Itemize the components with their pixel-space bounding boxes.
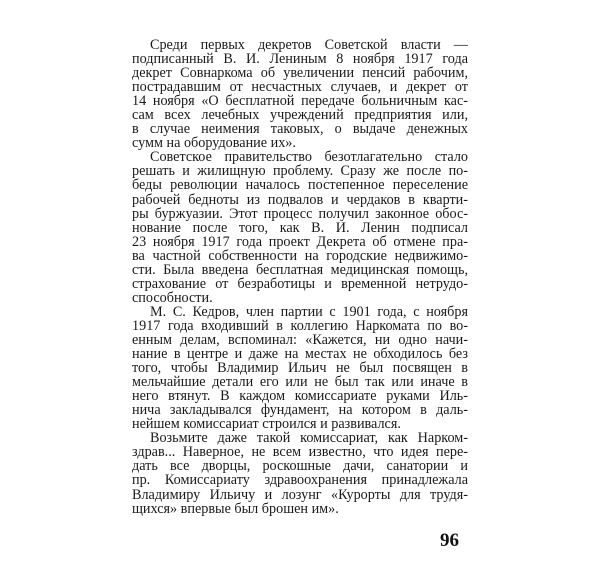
paragraph — [132, 305, 468, 431]
text-line: нича закладывался фундамент, на котором в даль- — [132, 402, 468, 419]
text-line: здрав... Наверное, не всем известно, что идея пере- — [132, 444, 468, 461]
text-line: сумм на оборудование их». — [132, 135, 296, 152]
text-line: того, чтобы Владимир Ильич не был посвящен в — [132, 360, 468, 377]
text-line: 14 ноября «О бесплатной передаче больничным кас- — [132, 93, 468, 110]
text-line: нование после того, как В. И. Ленин подписал — [132, 219, 468, 236]
text-line: способности. — [132, 289, 213, 306]
text-line: пострадавшим от несчастных случаев, и декрет от — [132, 79, 468, 96]
body-text — [132, 38, 468, 516]
text-line: Советское правительство безотлагательно стало — [150, 149, 468, 166]
text-line: подписанный В. И. Лениным 8 ноября 1917 года — [132, 51, 468, 68]
text-line: в случае неимения таковых, о выдаче денежных — [132, 121, 468, 138]
text-line: ва частной собственности на городские недвижимо- — [132, 247, 468, 264]
paragraph — [132, 431, 468, 515]
text-line: нейшем комиссариат строился и развивался. — [132, 416, 401, 433]
text-line: дать все дворцы, роскошные дачи, санатории и — [132, 458, 468, 475]
text-line: рабочей бедноты из подвалов и чердаков в кварти- — [132, 191, 468, 208]
text-line: Среди первых декретов Советской власти — — [150, 37, 468, 53]
text-line: 23 ноября 1917 года проект Декрета об отмене пра- — [132, 233, 468, 250]
text-line: енным делам, вспоминал: «Кажется, ни одно начи- — [132, 331, 468, 348]
text-line: беды революции началось постепенное переселение — [132, 177, 468, 194]
text-line: пр. Комиссариату здравоохранения принадлежала — [132, 472, 468, 489]
page-number: 96 — [440, 530, 459, 551]
text-line: декрет Совнаркома об увеличении пенсий рабочим, — [132, 65, 468, 82]
text-line: сам всех лечебных учреждений предприятия или, — [132, 107, 468, 124]
text-line: мельчайшие детали его или не был так или иначе в — [132, 374, 468, 391]
text-line: решать и жилищную проблему. Сразу же после по- — [132, 163, 468, 180]
text-line: ры буржуазии. Этот процесс получил законное обос- — [132, 205, 468, 222]
text-line: 1917 года входивший в коллегию Наркомата по во- — [132, 317, 468, 334]
paragraph — [132, 150, 468, 305]
text-line: него втянут. В каждом комиссариате руками Иль- — [132, 388, 468, 405]
text-line: Владимиру Ильичу и лозунг «Курорты для трудя- — [132, 486, 468, 503]
text-line: сти. Была введена бесплатная медицинская помощь, — [132, 261, 468, 278]
text-line: страхование от безработицы и временной нетрудо- — [132, 275, 468, 292]
text-line: щихся» впервые был брошен им». — [132, 500, 339, 517]
text-line: нание в центре и даже на местах не обходилось без — [132, 346, 468, 363]
text-line: М. С. Кедров, член партии с 1901 года, с ноября — [150, 303, 468, 320]
paragraph — [132, 38, 468, 150]
text-line: Возьмите даже такой комиссариат, как Нарком- — [150, 430, 468, 447]
